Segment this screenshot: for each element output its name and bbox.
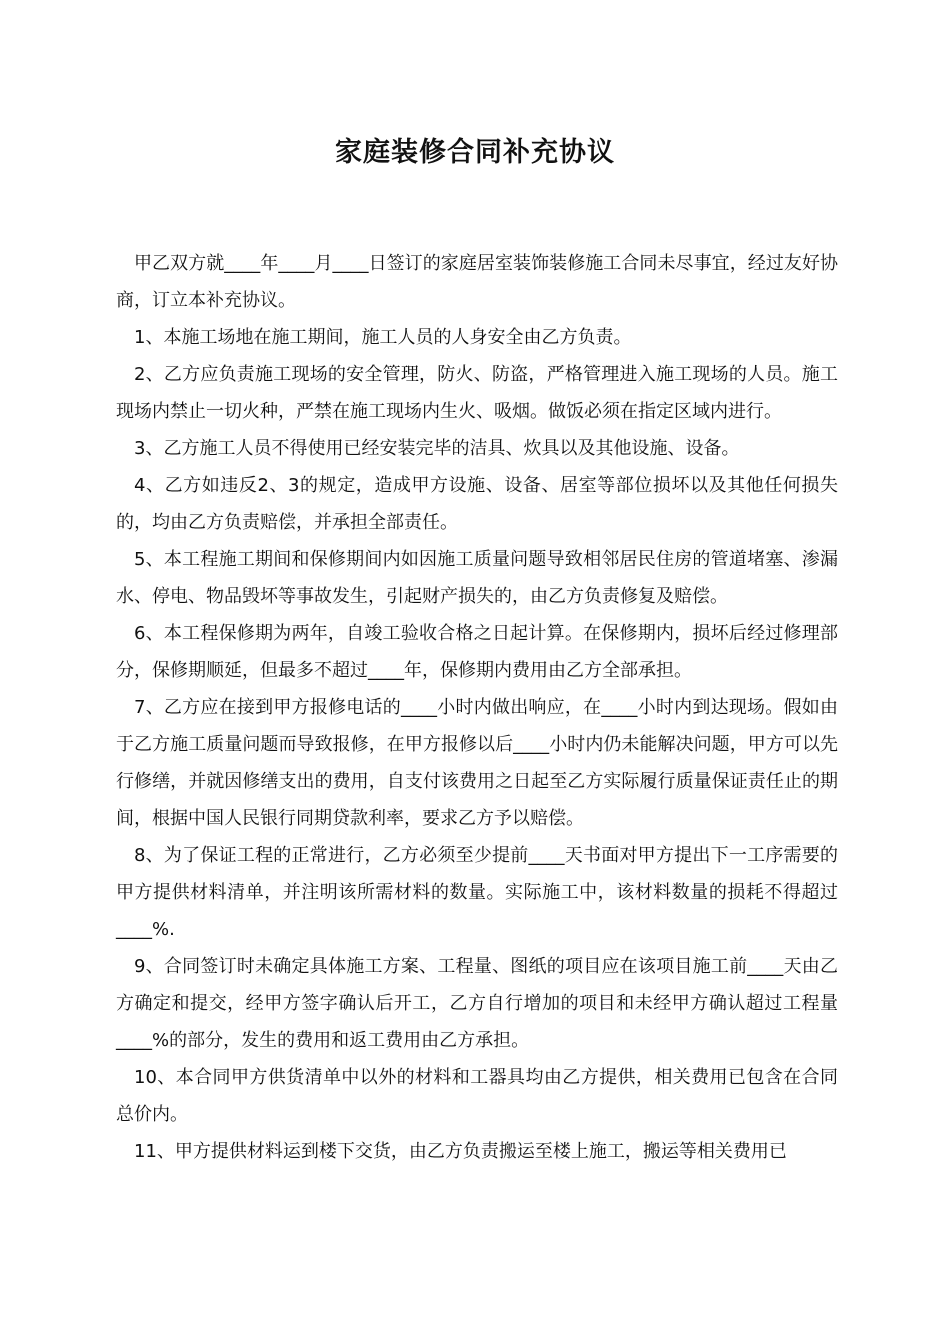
paragraph-clause-8: 8、为了保证工程的正常进行，乙方必须至少提前____天书面对甲方提出下一工序需要的甲方提供材料清单，并注明该所需材料的数量。实际施工中，该材料数量的损耗不得超过____%. xyxy=(116,845,838,940)
document-body xyxy=(116,245,838,1170)
paragraph-clause-9: 9、合同签订时未确定具体施工方案、工程量、图纸的项目应在该项目施工前____天由乙方确定和提交，经甲方签字确认后开工，乙方自行增加的项目和未经甲方确认超过工程量____%的部分，发生的费用和返工费用由乙方承担。 xyxy=(116,956,838,1051)
paragraph-clause-4: 4、乙方如违反2、3的规定，造成甲方设施、设备、居室等部位损坏以及其他任何损失的，均由乙方负责赔偿，并承担全部责任。 xyxy=(116,475,838,533)
paragraph-clause-2: 2、乙方应负责施工现场的安全管理，防火、防盗，严格管理进入施工现场的人员。施工现场内禁止一切火种，严禁在施工现场内生火、吸烟。做饭必须在指定区域内进行。 xyxy=(116,364,838,422)
paragraph-clause-3: 3、乙方施工人员不得使用已经安装完毕的洁具、炊具以及其他设施、设备。 xyxy=(134,438,740,459)
paragraph-clause-11: 11、甲方提供材料运到楼下交货，由乙方负责搬运至楼上施工，搬运等相关费用已 xyxy=(134,1141,787,1162)
paragraph-intro: 甲乙双方就____年____月____日签订的家庭居室装饰装修施工合同未尽事宜，经过友好协商，订立本补充协议。 xyxy=(116,253,838,311)
paragraph-clause-5: 5、本工程施工期间和保修期间内如因施工质量问题导致相邻居民住房的管道堵塞、渗漏水、停电、物品毁坏等事故发生，引起财产损失的，由乙方负责修复及赔偿。 xyxy=(116,549,838,607)
paragraph-clause-6: 6、本工程保修期为两年，自竣工验收合格之日起计算。在保修期内，损坏后经过修理部分，保修期顺延，但最多不超过____年，保修期内费用由乙方全部承担。 xyxy=(116,623,838,681)
paragraph-clause-1: 1、本施工场地在施工期间，施工人员的人身安全由乙方负责。 xyxy=(134,327,632,348)
paragraph-clause-7: 7、乙方应在接到甲方报修电话的____小时内做出响应，在____小时内到达现场。假如由于乙方施工质量问题而导致报修，在甲方报修以后____小时内仍未能解决问题，甲方可以先行修缮，并就因修缮支出的费用，自支付该费用之日起至乙方实际履行质量保证责任止的期间，根据中国人民银行同期贷款利率，要求乙方予以赔偿。 xyxy=(116,697,838,829)
document-title: 家庭装修合同补充协议 xyxy=(335,137,615,168)
paragraph-clause-10: 10、本合同甲方供货清单中以外的材料和工器具均由乙方提供，相关费用已包含在合同总价内。 xyxy=(116,1067,838,1125)
